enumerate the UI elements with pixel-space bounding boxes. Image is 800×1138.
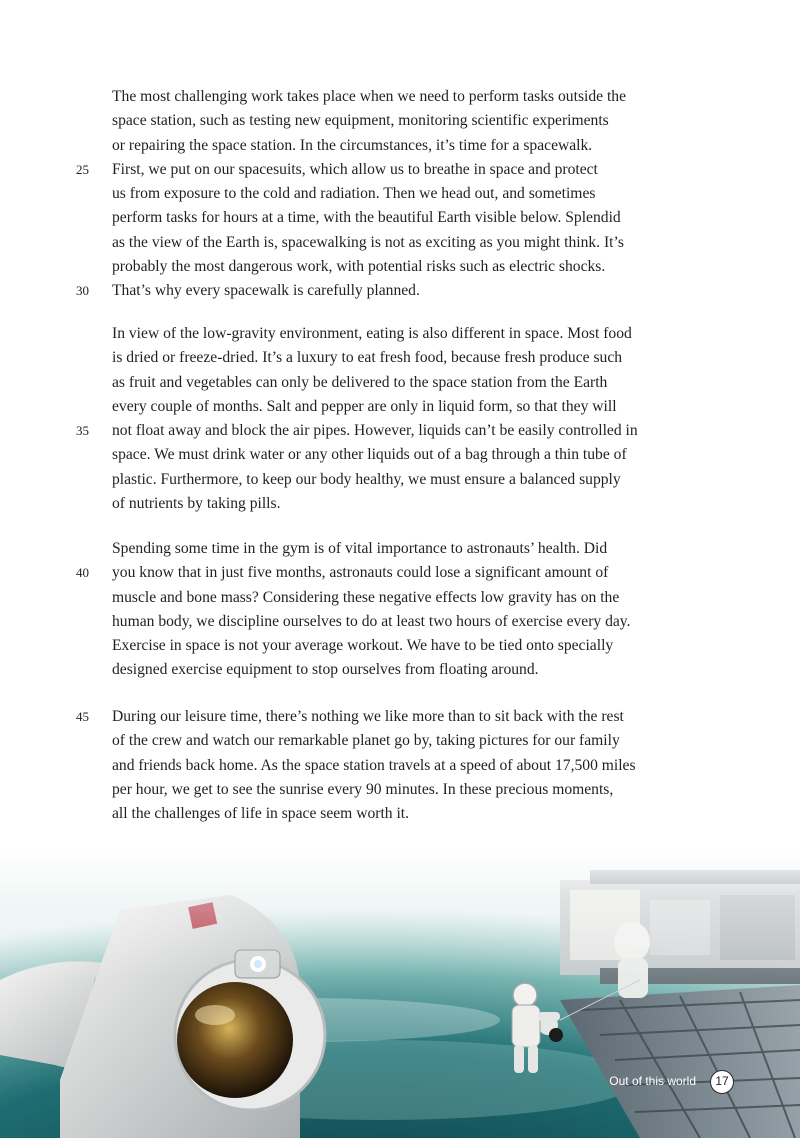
text-line	[76, 279, 692, 303]
text-line	[76, 561, 692, 585]
text-line	[112, 537, 692, 561]
text-line	[112, 586, 692, 610]
text-line	[112, 802, 692, 826]
text-line	[76, 158, 692, 182]
paragraph-spacewalk	[76, 85, 692, 304]
line-text: all the challenges of life in space seem worth it.	[112, 805, 410, 823]
text-line	[112, 468, 692, 492]
line-text: Exercise in space is not your average workout. We have to be tied onto specially	[112, 637, 614, 655]
text-line	[112, 395, 692, 419]
line-number: 30	[76, 283, 89, 299]
paragraph-leisure	[76, 705, 692, 826]
text-line	[112, 85, 692, 109]
line-text: of nutrients by taking pills.	[112, 495, 281, 513]
page-number: 17	[710, 1070, 734, 1094]
text-line	[112, 492, 692, 516]
text-line	[112, 134, 692, 158]
line-text: That’s why every spacewalk is carefully planned.	[112, 282, 420, 300]
text-line	[112, 778, 692, 802]
line-text: space. We must drink water or any other liquids out of a bag through a thin tube of	[112, 446, 627, 464]
line-text: every couple of months. Salt and pepper are only in liquid form, so that they will	[112, 397, 617, 415]
line-text: not float away and block the air pipes. However, liquids can’t be easily controlled in	[112, 422, 638, 440]
line-text: The most challenging work takes place when we need to perform tasks outside the	[112, 88, 627, 105]
text-line	[112, 206, 692, 230]
line-text: you know that in just five months, astronauts could lose a significant amount of	[112, 564, 609, 582]
paragraph-exercise	[76, 537, 692, 683]
line-text: per hour, we get to see the sunrise every 90 minutes. In these precious moments,	[112, 780, 614, 798]
line-text: In view of the low-gravity environment, eating is also different in space. Most food	[112, 325, 632, 342]
text-line	[76, 419, 692, 443]
line-text: is dried or freeze-dried. It’s a luxury to eat fresh food, because fresh produce such	[112, 349, 623, 367]
text-line	[112, 610, 692, 634]
line-number: 35	[76, 423, 89, 439]
line-text: designed exercise equipment to stop ourselves from floating around.	[112, 661, 539, 679]
line-text: human body, we discipline ourselves to do at least two hours of exercise every day.	[112, 612, 631, 630]
line-number: 45	[76, 709, 89, 724]
space-illustration	[0, 850, 800, 1138]
text-line	[112, 109, 692, 133]
line-text: During our leisure time, there’s nothing we like more than to sit back with the rest	[112, 708, 624, 725]
line-text: as fruit and vegetables can only be delivered to the space station from the Earth	[112, 373, 608, 391]
text-line	[112, 371, 692, 395]
line-number: 25	[76, 161, 89, 177]
line-number: 40	[76, 565, 89, 581]
line-text: and friends back home. As the space station travels at a speed of about 17,500 miles	[112, 756, 636, 774]
line-text: us from exposure to the cold and radiation. Then we head out, and sometimes	[112, 185, 596, 203]
line-text: Spending some time in the gym is of vital importance to astronauts’ health. Did	[112, 540, 608, 557]
line-text: muscle and bone mass? Considering these negative effects low gravity has on the	[112, 588, 620, 606]
line-text: of the crew and watch our remarkable planet go by, taking pictures for our family	[112, 732, 620, 750]
text-line	[76, 705, 692, 729]
text-line	[112, 346, 692, 370]
footer-section-title: Out of this world	[609, 1074, 696, 1088]
line-text: plastic. Furthermore, to keep our body healthy, we must ensure a balanced supply	[112, 470, 621, 488]
line-text: First, we put on our spacesuits, which allow us to breathe in space and protect	[112, 160, 598, 178]
paragraph-eating	[76, 322, 692, 516]
text-line	[112, 634, 692, 658]
text-line	[112, 182, 692, 206]
text-line	[112, 322, 692, 346]
line-text: or repairing the space station. In the circumstances, it’s time for a spacewalk.	[112, 136, 593, 154]
line-text: probably the most dangerous work, with potential risks such as electric shocks.	[112, 258, 606, 276]
text-line	[112, 729, 692, 753]
line-text: perform tasks for hours at a time, with the beautiful Earth visible below. Splendid	[112, 209, 621, 227]
text-line	[112, 754, 692, 778]
line-text: space station, such as testing new equipment, monitoring scientific experiments	[112, 112, 609, 130]
text-line	[112, 255, 692, 279]
line-text: as the view of the Earth is, spacewalking is not as exciting as you might think. It’s	[112, 233, 624, 251]
text-line	[112, 658, 692, 682]
text-line	[112, 231, 692, 255]
text-line	[112, 443, 692, 467]
